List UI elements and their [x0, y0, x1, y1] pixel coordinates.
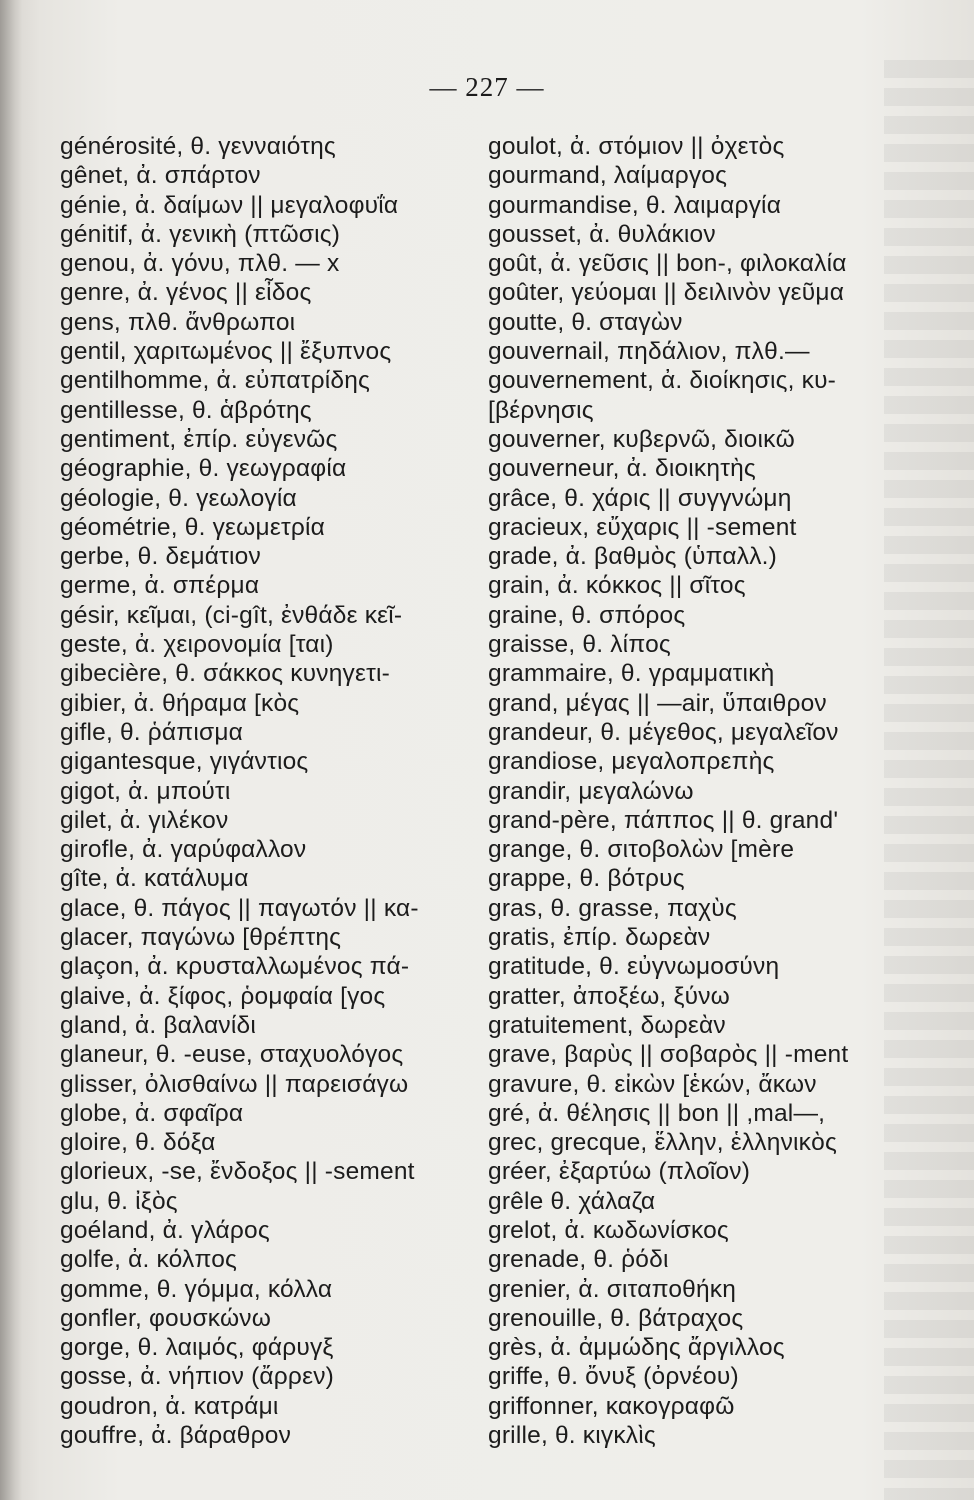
- dictionary-entry: gibier, ἀ. θήραμα [κὸς: [60, 689, 300, 717]
- dictionary-entry: grammaire, θ. γραμματικὴ: [488, 660, 775, 688]
- dictionary-entry: grandiose, μεγαλοπρεπὴς: [488, 748, 775, 776]
- dictionary-entry: géométrie, θ. γεωμετρία: [60, 513, 325, 541]
- dictionary-entry: gouvernail, πηδάλιον, πλθ.—: [488, 338, 810, 366]
- dictionary-entry: gloire, θ. δόξα: [60, 1129, 216, 1157]
- dictionary-entry: gens, πλθ. ἄνθρωποι: [60, 308, 296, 336]
- dictionary-entry: [βέρνησις: [488, 396, 594, 424]
- dictionary-entry: glorieux, -se, ἔνδοξος || -sement: [60, 1158, 415, 1186]
- dictionary-entry: gouvernement, ἀ. διοίκησις, κυ-: [488, 367, 837, 395]
- dictionary-entry: gravure, θ. εἰκὼν [ἑκών, ἄκων: [488, 1070, 817, 1098]
- dictionary-entry: globe, ἀ. σφαῖρα: [60, 1099, 244, 1127]
- dictionary-entry: gerbe, θ. δεμάτιον: [60, 543, 261, 571]
- dictionary-entry: gousset, ἀ. θυλάκιον: [488, 220, 716, 248]
- dictionary-entry: gentillesse, θ. ἁβρότης: [60, 396, 312, 424]
- dictionary-entry: grange, θ. σιτοβολὼν [mère: [488, 836, 795, 864]
- dictionary-entry: gênet, ἀ. σπάρτον: [60, 162, 261, 190]
- dictionary-entry: goéland, ἀ. γλάρος: [60, 1216, 270, 1244]
- right-column: [488, 132, 888, 1450]
- dictionary-entry: grappe, θ. βότρυς: [488, 865, 685, 893]
- dictionary-entry: gomme, θ. γόμμα, κόλλα: [60, 1275, 333, 1303]
- dictionary-entry: goûter, γεύομαι || δειλινὸν γεῦμα: [488, 279, 845, 307]
- dictionary-entry: grain, ἀ. κόκκος || σῖτος: [488, 572, 746, 600]
- dictionary-entry: grandir, μεγαλώνω: [488, 777, 694, 805]
- dictionary-entry: gourmand, λαίμαργος: [488, 162, 728, 190]
- dictionary-entry: gras, θ. grasse, παχὺς: [488, 894, 737, 922]
- dictionary-entry: géographie, θ. γεωγραφία: [60, 455, 347, 483]
- dictionary-entry: graisse, θ. λίπος: [488, 631, 671, 659]
- dictionary-entry: graine, θ. σπόρος: [488, 601, 686, 629]
- dictionary-entry: goudron, ἀ. κατράμι: [60, 1392, 279, 1420]
- dictionary-entry: genou, ἀ. γόνυ, πλθ. — x: [60, 250, 340, 278]
- dictionary-entry: gorge, θ. λαιμός, φάρυγξ: [60, 1334, 334, 1362]
- dictionary-entry: goulot, ἀ. στόμιον || ὀχετὸς: [488, 133, 785, 160]
- dictionary-entry: glisser, ὀλισθαίνω || παρεισάγω: [60, 1070, 409, 1098]
- page-number: — 227 —: [429, 72, 545, 102]
- dictionary-entry: grès, ἀ. ἀμμώδης ἄργιλλος: [488, 1334, 785, 1362]
- dictionary-entry: grade, ἀ. βαθμὸς (ὑπαλλ.): [488, 543, 778, 571]
- dictionary-entry: gratitude, θ. εὐγνωμοσύνη: [488, 953, 780, 981]
- dictionary-entry: génie, ἀ. δαίμων || μεγαλοφυΐα: [60, 191, 399, 219]
- dictionary-entry: grille, θ. κιγκλὶς: [488, 1422, 656, 1450]
- dictionary-entry: gentilhomme, ἀ. εὐπατρίδης: [60, 367, 371, 395]
- dictionary-entry: grand, μέγας || —air, ὕπαιθρον: [488, 689, 827, 717]
- dictionary-entry: goût, ἀ. γεῦσις || bon-, φιλοκαλία: [488, 250, 847, 278]
- dictionary-entry: grenade, θ. ῥόδι: [488, 1246, 669, 1274]
- dictionary-entry: gouverner, κυβερνῶ, διοικῶ: [488, 425, 795, 453]
- dictionary-entry: griffonner, κακογραφῶ: [488, 1392, 735, 1420]
- dictionary-entry: grêle θ. χάλαζα: [488, 1187, 656, 1215]
- dictionary-entry: génitif, ἀ. γενικὴ (πτῶσις): [60, 220, 341, 248]
- dictionary-entry: glace, θ. πάγος || παγωτόν || κα-: [60, 894, 419, 922]
- dictionary-entry: goutte, θ. σταγὼν: [488, 308, 683, 336]
- dictionary-entry: gré, ἀ. θέλησις || bon || ,mal—,: [488, 1099, 826, 1127]
- dictionary-entry: gland, ἀ. βαλανίδι: [60, 1011, 257, 1039]
- bleed-through-text: [884, 60, 974, 1500]
- dictionary-entry: gilet, ἀ. γιλέκον: [60, 806, 229, 834]
- dictionary-entry: grec, grecque, ἕλλην, ἑλληνικὸς: [488, 1129, 837, 1157]
- dictionary-entry: gentil, χαριτωμένος || ἔξυπνος: [60, 338, 392, 366]
- dictionary-entry: glaçon, ἀ. κρυσταλλωμένος πά-: [60, 953, 410, 981]
- dictionary-entry: grandeur, θ. μέγεθος, μεγαλεῖον: [488, 718, 839, 746]
- dictionary-entry: gonfler, φουσκώνω: [60, 1304, 272, 1332]
- dictionary-entry: genre, ἀ. γένος || εἶδος: [60, 279, 312, 307]
- dictionary-entry: germe, ἀ. σπέρμα: [60, 572, 260, 600]
- dictionary-entry: grave, βαρὺς || σοβαρὸς || -ment: [488, 1041, 849, 1069]
- dictionary-entry: girofle, ἀ. γαρύφαλλον: [60, 836, 307, 864]
- dictionary-entry: gigot, ἀ. μπούτι: [60, 777, 231, 805]
- left-column: [60, 132, 460, 1450]
- dictionary-entry: griffe, θ. ὄνυξ (ὀρνέου): [488, 1363, 739, 1391]
- dictionary-entry: gouffre, ἀ. βάραθρον: [60, 1422, 292, 1450]
- dictionary-entry: gratter, ἀποξέω, ξύνω: [488, 982, 730, 1010]
- dictionary-entry: grenier, ἀ. σιταποθήκη: [488, 1275, 737, 1303]
- dictionary-entry: glaneur, θ. -euse, σταχυολόγος: [60, 1041, 404, 1069]
- dictionary-entry: glu, θ. ἰξὸς: [60, 1187, 178, 1215]
- dictionary-entry: grelot, ἀ. κωδωνίσκος: [488, 1216, 729, 1244]
- dictionary-entry: gigantesque, γιγάντιος: [60, 748, 309, 776]
- dictionary-entry: glacer, παγώνω [θρέπτης: [60, 924, 342, 952]
- dictionary-entry: géologie, θ. γεωλογία: [60, 484, 297, 512]
- dictionary-entry: générosité, θ. γενναιότης: [60, 133, 336, 160]
- dictionary-entry: gentiment, ἐπίρ. εὐγενῶς: [60, 425, 338, 453]
- dictionary-entry: gracieux, εὔχαρις || -sement: [488, 513, 797, 541]
- dictionary-entry: golfe, ἀ. κόλπος: [60, 1246, 238, 1274]
- dictionary-entry: gratuitement, δωρεὰν: [488, 1011, 726, 1039]
- dictionary-entry: grenouille, θ. βάτραχος: [488, 1304, 744, 1332]
- binding-shadow: [0, 0, 22, 1500]
- dictionary-entry: gifle, θ. ῥάπισμα: [60, 718, 244, 746]
- dictionary-entry: grand-père, πάππος || θ. grand': [488, 806, 839, 834]
- dictionary-entry: gésir, κεῖμαι, (ci-gît, ἐνθάδε κεῖ-: [60, 601, 403, 629]
- dictionary-entry: geste, ἀ. χειρονομία [ται): [60, 631, 334, 659]
- dictionary-entry: gréer, ἐξαρτύω (πλοῖον): [488, 1158, 751, 1186]
- dictionary-entry: gosse, ἀ. νήπιον (ἄρρεν): [60, 1363, 335, 1391]
- dictionary-entry: gîte, ἀ. κατάλυμα: [60, 865, 249, 893]
- dictionary-entry: glaive, ἀ. ξίφος, ῥομφαία [γος: [60, 982, 386, 1010]
- dictionary-entry: gibecière, θ. σάκκος κυνηγετι-: [60, 660, 390, 688]
- dictionary-entry: gourmandise, θ. λαιμαργία: [488, 191, 782, 219]
- dictionary-entry: gratis, ἐπίρ. δωρεὰν: [488, 924, 711, 952]
- dictionary-entry: grâce, θ. χάρις || συγγνώμη: [488, 484, 792, 512]
- dictionary-entry: gouverneur, ἀ. διοικητὴς: [488, 455, 756, 483]
